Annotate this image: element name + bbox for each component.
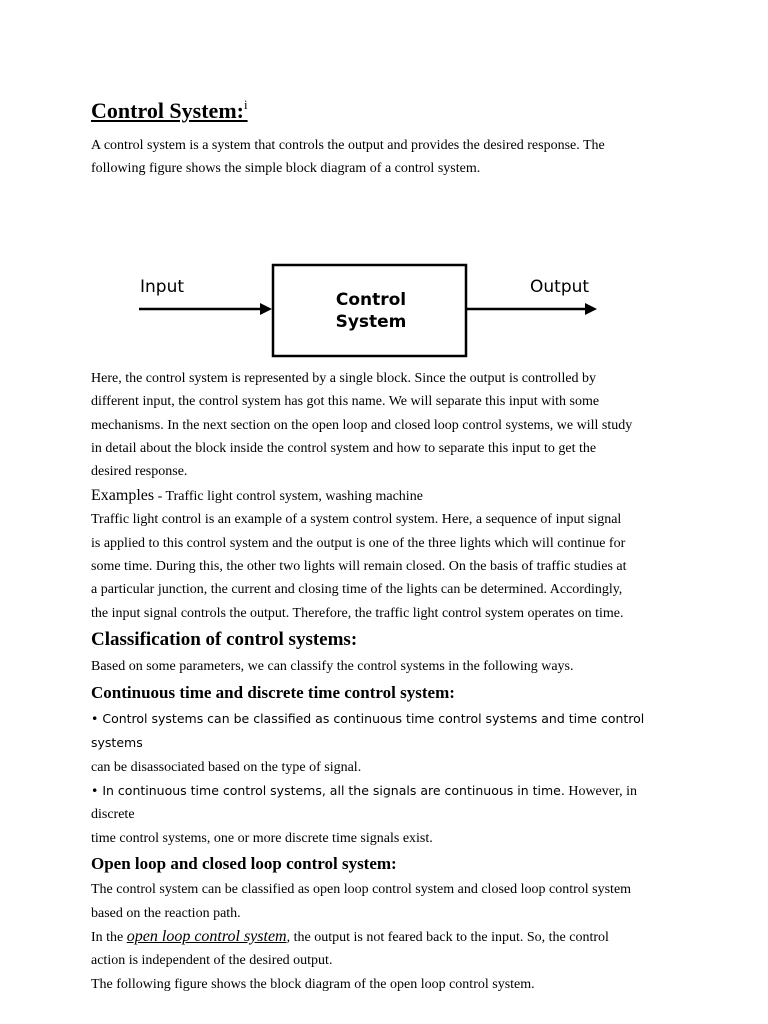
intro-line-1: A control system is a system that controls the output and provides the desired response. The (91, 138, 605, 153)
continuous-bullet-1-cont: can be disassociated based on the type of signal. (91, 759, 362, 775)
block-label-line-1: Control (335, 289, 407, 310)
continuous-bullet-2-cont: time control systems, one or more discrete time signals exist. (91, 830, 433, 846)
classification-heading: Classification of control systems: (91, 629, 358, 651)
block-diagram (0, 191, 768, 359)
single-block-line-4: in detail about the block inside the control system and how to separate this input to get the (91, 441, 597, 457)
open-closed-line-4: action is independent of the desired output. (91, 953, 333, 969)
examples-line (91, 484, 681, 508)
bullet-2-serif: However, in discrete (91, 783, 637, 823)
line-3-pre: In the (91, 929, 127, 945)
output-arrow-head (585, 303, 597, 315)
open-closed-line-1: The control system can be classified as open loop control system and closed loop control system (91, 882, 632, 898)
open-closed-heading: Open loop and closed loop control system: (91, 854, 397, 874)
document-page (91, 88, 681, 996)
single-block-line-5: desired response. (91, 464, 188, 480)
examples-heading: Examples (91, 486, 155, 504)
title-text: Control System: (91, 98, 244, 123)
line-3-post: , the output is not feared back to the input. So, the control (286, 929, 609, 945)
single-block-line-3: mechanisms. In the next section on the open loop and closed loop control systems, we will study (91, 417, 633, 433)
title-footnote[interactable]: i (243, 97, 248, 112)
open-loop-link[interactable]: open loop control system (126, 927, 287, 945)
block-label-line-2: System (335, 311, 407, 332)
classification-text: Based on some parameters, we can classify the control systems in the following ways. (91, 659, 574, 675)
single-block-line-2: different input, the control system has got this name. We will separate this input with some (91, 394, 600, 410)
continuous-bullet-2 (91, 779, 681, 827)
examples-text: - Traffic light control system, washing machine (154, 488, 423, 504)
continuous-bullet-1 (91, 707, 681, 756)
traffic-line-5: the input signal controls the output. Therefore, the traffic light control system operates on time. (91, 605, 624, 621)
single-block-line-1: Here, the control system is represented by a single block. Since the output is controlled by (91, 370, 597, 386)
traffic-line-4: a particular junction, the current and closing time of the lights can be determined. Accordingly, (91, 582, 623, 598)
control-system-block (273, 265, 466, 356)
block-diagram-svg (0, 191, 768, 359)
open-closed-line-2: based on the reaction path. (91, 905, 241, 921)
traffic-line-3: some time. During this, the other two lights will remain closed. On the basis of traffic studies at (91, 559, 627, 575)
output-label: Output (530, 276, 590, 297)
bullet-1-text: • Control systems can be classified as continuous time control systems and time control systems (91, 710, 645, 751)
open-closed-line-5: The following figure shows the block diagram of the open loop control system. (91, 976, 535, 992)
input-label: Input (140, 276, 185, 297)
continuous-heading: Continuous time and discrete time control system: (91, 682, 455, 702)
intro-line-2: following figure shows the simple block diagram of a control system. (91, 161, 481, 177)
input-arrow-head (260, 303, 272, 315)
page-title (91, 88, 681, 128)
traffic-line-1: Traffic light control is an example of a system control system. Here, a sequence of input signal (91, 512, 622, 528)
traffic-line-2: is applied to this control system and the output is one of the three lights which will continue for (91, 535, 626, 551)
open-closed-line-3 (91, 925, 681, 949)
bullet-2-text: • In continuous time control systems, all the signals are continuous in time. (91, 782, 565, 798)
